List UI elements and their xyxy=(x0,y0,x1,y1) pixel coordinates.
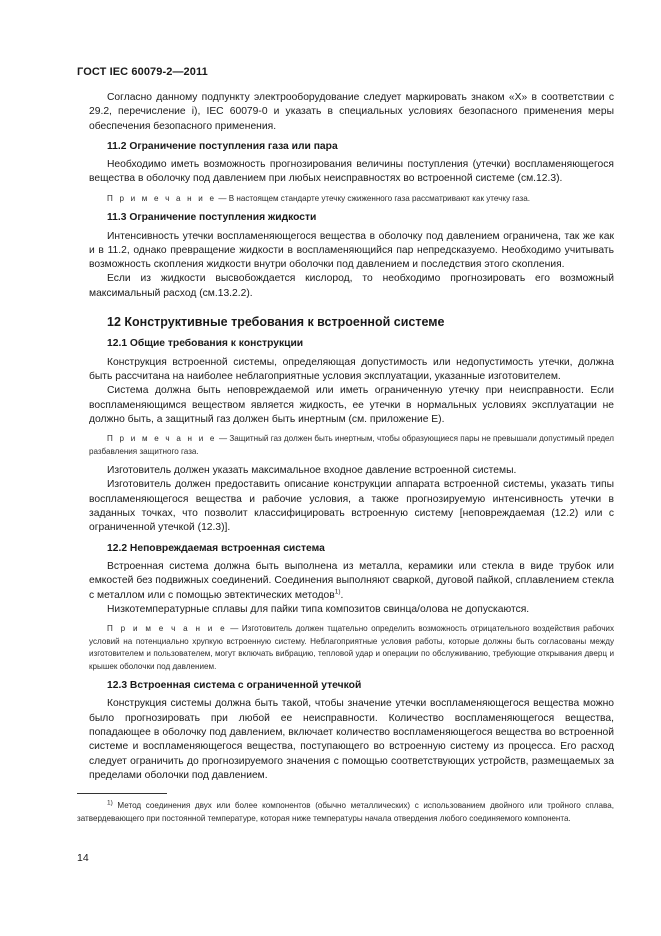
paragraph-11-3-a: Интенсивность утечки воспламеняющегося вещества в оболочку под давлением ограничена, так же как и в 11.2, однако превращение жидкости в воспламеняющийся пар непредсказуемо. Необходимо учитывать возможность скопления жидкости внутри оболочки под давлением и последствия этого скопления. xyxy=(89,230,614,271)
note-text: — Защитный газ должен быть инертным, чтобы образующиеся пары не превышали допустимый предел разбавления защитного газа. xyxy=(89,434,615,456)
paragraph-12-2-b: Низкотемпературные сплавы для пайки типа композитов свинца/олова не допускаются. xyxy=(107,603,530,615)
footnote-divider xyxy=(77,793,167,794)
paragraph-12-1-b: Система должна быть неповреждаемой или иметь ограниченную утечку при неисправности. Если воспламеняющимся веществом является жидкость, ее утечки в нормальных условиях эксплуатации не должно быть, а защитный газ должен быть инертным (см. приложение Е). xyxy=(89,385,614,425)
footnote-text: Метод соединения двух или более компонентов (обычно металлических) с использованием двойного или тройного сплава, затвердевающего при постоянной температуре, которая ниже температуры начала отвердения любого соединяемого компонента. xyxy=(77,801,614,823)
paragraph-12-1-d: Изготовитель должен предоставить описание конструкции аппарата встроенной системы, указать типы воспламеняющегося вещества и рабочие условия, а также прогнозируемую интенсивность утечки в заданных точках, что позволит классифицировать встроенную систему [неповреждаемая (12.2) или с ограниченной утечкой (12.3)]. xyxy=(89,479,614,534)
note-11-2 xyxy=(89,193,614,206)
paragraph-12-1-c: Изготовитель должен указать максимальное входное давление встроенной системы. xyxy=(107,465,517,477)
footnote xyxy=(77,800,614,825)
heading-11-2: 11.2 Ограничение поступления газа или пара xyxy=(107,140,338,152)
paragraph-12-2-a xyxy=(89,560,614,603)
main-text xyxy=(89,91,614,783)
note-label: П р и м е ч а н и е xyxy=(107,434,217,444)
heading-section-12: 12 Конструктивные требования к встроенной системе xyxy=(107,315,445,330)
running-header: ГОСТ IEC 60079-2—2011 xyxy=(77,66,208,78)
footnote-reference[interactable]: 1) xyxy=(334,588,341,596)
note-text: — В настоящем стандарте утечку сжиженного газа рассматривают как утечку газа. xyxy=(216,193,530,203)
paragraph-text: Встроенная система должна быть выполнена из металла, керамики или стекла в виде трубок или емкостей без подвижных соединений. Соединения выполняют сваркой, дуговой пайкой, сплавлением стекла с металлом или с помощью эвтектических методов xyxy=(89,560,614,601)
heading-12-2: 12.2 Неповреждаемая встроенная система xyxy=(107,542,325,554)
paragraph-11-2: Необходимо иметь возможность прогнозирования величины поступления (утечки) воспламеняющегося вещества в оболочку под давлением при любых неисправностях во встроенной системе (см.12.3). xyxy=(89,159,614,185)
heading-12-3: 12.3 Встроенная система с ограниченной утечкой xyxy=(107,680,362,692)
footnote-marker: 1) xyxy=(107,799,113,807)
note-label: П р и м е ч а н и е xyxy=(107,193,217,203)
note-text: — Изготовитель должен тщательно определить возможность отрицательного воздействия рабочих условий на потенциально хрупкую встроенную систему. Неблагоприятные условия работы, которые должны быть согласованы между изготовителем и пользователем, могут включать вибрацию, тепловой удар и операции по обслуживанию, требующие открывания дверц и крышек оболочки под давлением. xyxy=(89,624,614,671)
paragraph-end: . xyxy=(340,589,344,601)
note-12-1 xyxy=(89,433,614,458)
paragraph-11-3-b: Если из жидкости высвобождается кислород, то необходимо прогнозировать его возможный максимальный расход (см.13.2.2). xyxy=(89,273,614,299)
heading-12-1: 12.1 Общие требования к конструкции xyxy=(107,338,304,350)
note-label: П р и м е ч а н и е xyxy=(107,624,227,634)
note-12-2 xyxy=(89,623,614,673)
paragraph-12-1-a: Конструкция встроенной системы, определяющая допустимость или недопустимость утечки, должна быть рассчитана на наиболее неблагоприятные условия эксплуатации, указанные изготовителем. xyxy=(89,356,614,382)
heading-11-3: 11.3 Ограничение поступления жидкости xyxy=(107,212,317,224)
paragraph-marking: Согласно данному подпункту электрооборудование следует маркировать знаком «Х» в соответствии с 29.2, перечисление i), IEC 60079-0 и указать в специальных условиях безопасного применения меры обеспечения безопасного применения. xyxy=(89,92,614,132)
paragraph-12-3: Конструкция системы должна быть такой, чтобы значение утечки воспламеняющегося вещества можно было прогнозировать при любой ее неисправности. Количество воспламеняющегося вещества, попадающее в оболочку под давлением, включает количество воспламеняющегося вещества во встроенной системе и воспламеняющегося вещества, поступающего во встроенную систему из процесса. Его расход следует ограничить до прогнозируемого значения с помощью соответствующих устройств, размещаемых за пределами оболочки под давлением. xyxy=(89,698,614,781)
page-number: 14 xyxy=(77,852,89,864)
